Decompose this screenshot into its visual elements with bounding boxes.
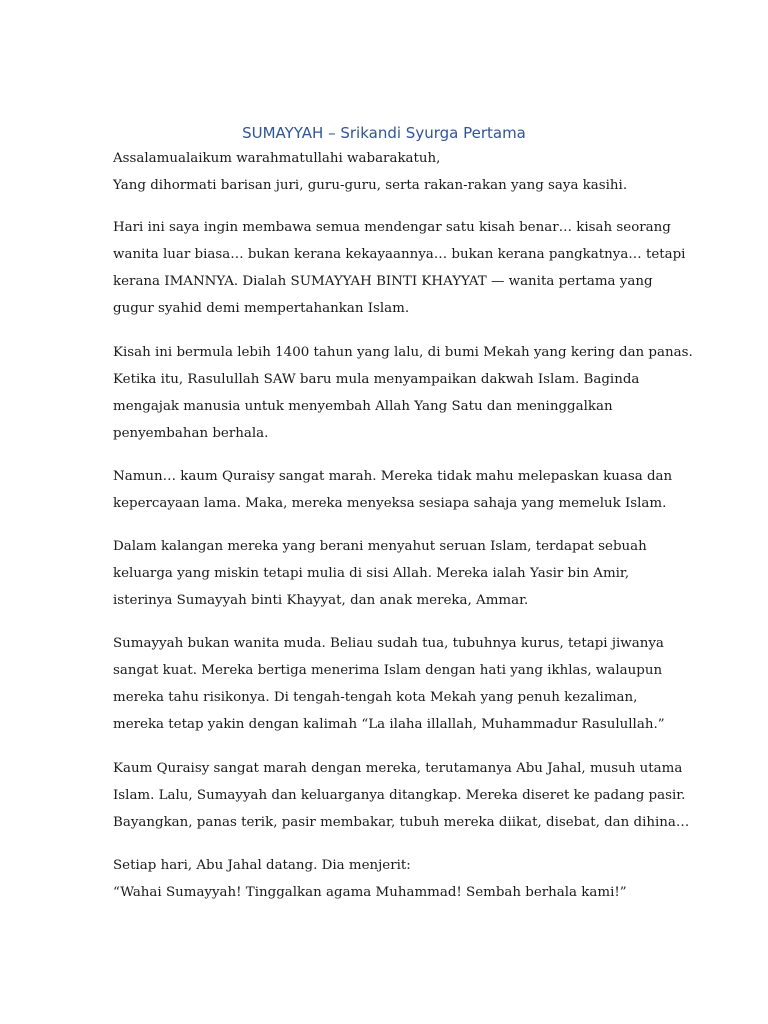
greeting-block [113, 145, 673, 199]
paragraph-line: gugur syahid demi mempertahankan Islam. [113, 301, 410, 316]
paragraph-line: Kisah ini bermula lebih 1400 tahun yang lalu, di bumi Mekah yang kering dan panas. [113, 345, 693, 360]
quote-line: “Wahai Sumayyah! Tinggalkan agama Muhammad! Sembah berhala kami!” [113, 885, 627, 900]
paragraph-line: mereka tahu risikonya. Di tengah-tengah kota Mekah yang penuh kezaliman, [113, 690, 638, 705]
paragraph-line: sangat kuat. Mereka bertiga menerima Islam dengan hati yang ikhlas, walaupun [113, 663, 663, 678]
paragraph-line: penyembahan berhala. [113, 426, 269, 441]
paragraph-line: Hari ini saya ingin membawa semua mendengar satu kisah benar… kisah seorang [113, 220, 671, 235]
paragraph-line: isterinya Sumayyah binti Khayyat, dan anak mereka, Ammar. [113, 593, 529, 608]
paragraph-line: Dalam kalangan mereka yang berani menyahut seruan Islam, terdapat sebuah [113, 539, 647, 554]
paragraph-6 [113, 755, 690, 836]
paragraph-line: Islam. Lalu, Sumayyah dan keluarganya ditangkap. Mereka diseret ke padang pasir. [113, 788, 686, 803]
paragraph-line: keluarga yang miskin tetapi mulia di sisi Allah. Mereka ialah Yasir bin Amir, [113, 566, 630, 581]
paragraph-2 [113, 339, 693, 447]
paragraph-line: mereka tetap yakin dengan kalimah “La ilaha illallah, Muhammadur Rasulullah.” [113, 717, 665, 732]
paragraph-line: Sumayyah bukan wanita muda. Beliau sudah tua, tubuhnya kurus, tetapi jiwanya [113, 636, 664, 651]
paragraph-1 [113, 214, 686, 322]
paragraph-line: wanita luar biasa… bukan kerana kekayaannya… bukan kerana pangkatnya… tetapi [113, 247, 686, 262]
paragraph-5 [113, 630, 673, 738]
paragraph-line: Kaum Quraisy sangat marah dengan mereka, terutamanya Abu Jahal, musuh utama [113, 761, 683, 776]
paragraph-7 [113, 852, 673, 906]
paragraph-line: kepercayaan lama. Maka, mereka menyeksa sesiapa sahaja yang memeluk Islam. [113, 496, 667, 511]
paragraph-line: kerana IMANNYA. Dialah SUMAYYAH BINTI KHAYYAT — wanita pertama yang [113, 274, 653, 289]
paragraph-line: mengajak manusia untuk menyembah Allah Yang Satu dan meninggalkan [113, 399, 613, 414]
paragraph-4 [113, 533, 673, 614]
greeting-line: Assalamualaikum warahmatullahi wabarakatuh, [113, 151, 441, 166]
paragraph-line: Namun… kaum Quraisy sangat marah. Mereka tidak mahu melepaskan kuasa dan [113, 469, 673, 484]
greeting-line: Yang dihormati barisan juri, guru-guru, serta rakan-rakan yang saya kasihi. [113, 178, 628, 193]
paragraph-line: Setiap hari, Abu Jahal datang. Dia menjerit: [113, 858, 411, 873]
paragraph-3 [113, 463, 673, 517]
paragraph-line: Ketika itu, Rasulullah SAW baru mula menyampaikan dakwah Islam. Baginda [113, 372, 640, 387]
document-title: SUMAYYAH – Srikandi Syurga Pertama [242, 124, 526, 142]
paragraph-line: Bayangkan, panas terik, pasir membakar, tubuh mereka diikat, disebat, dan dihina… [113, 815, 690, 830]
